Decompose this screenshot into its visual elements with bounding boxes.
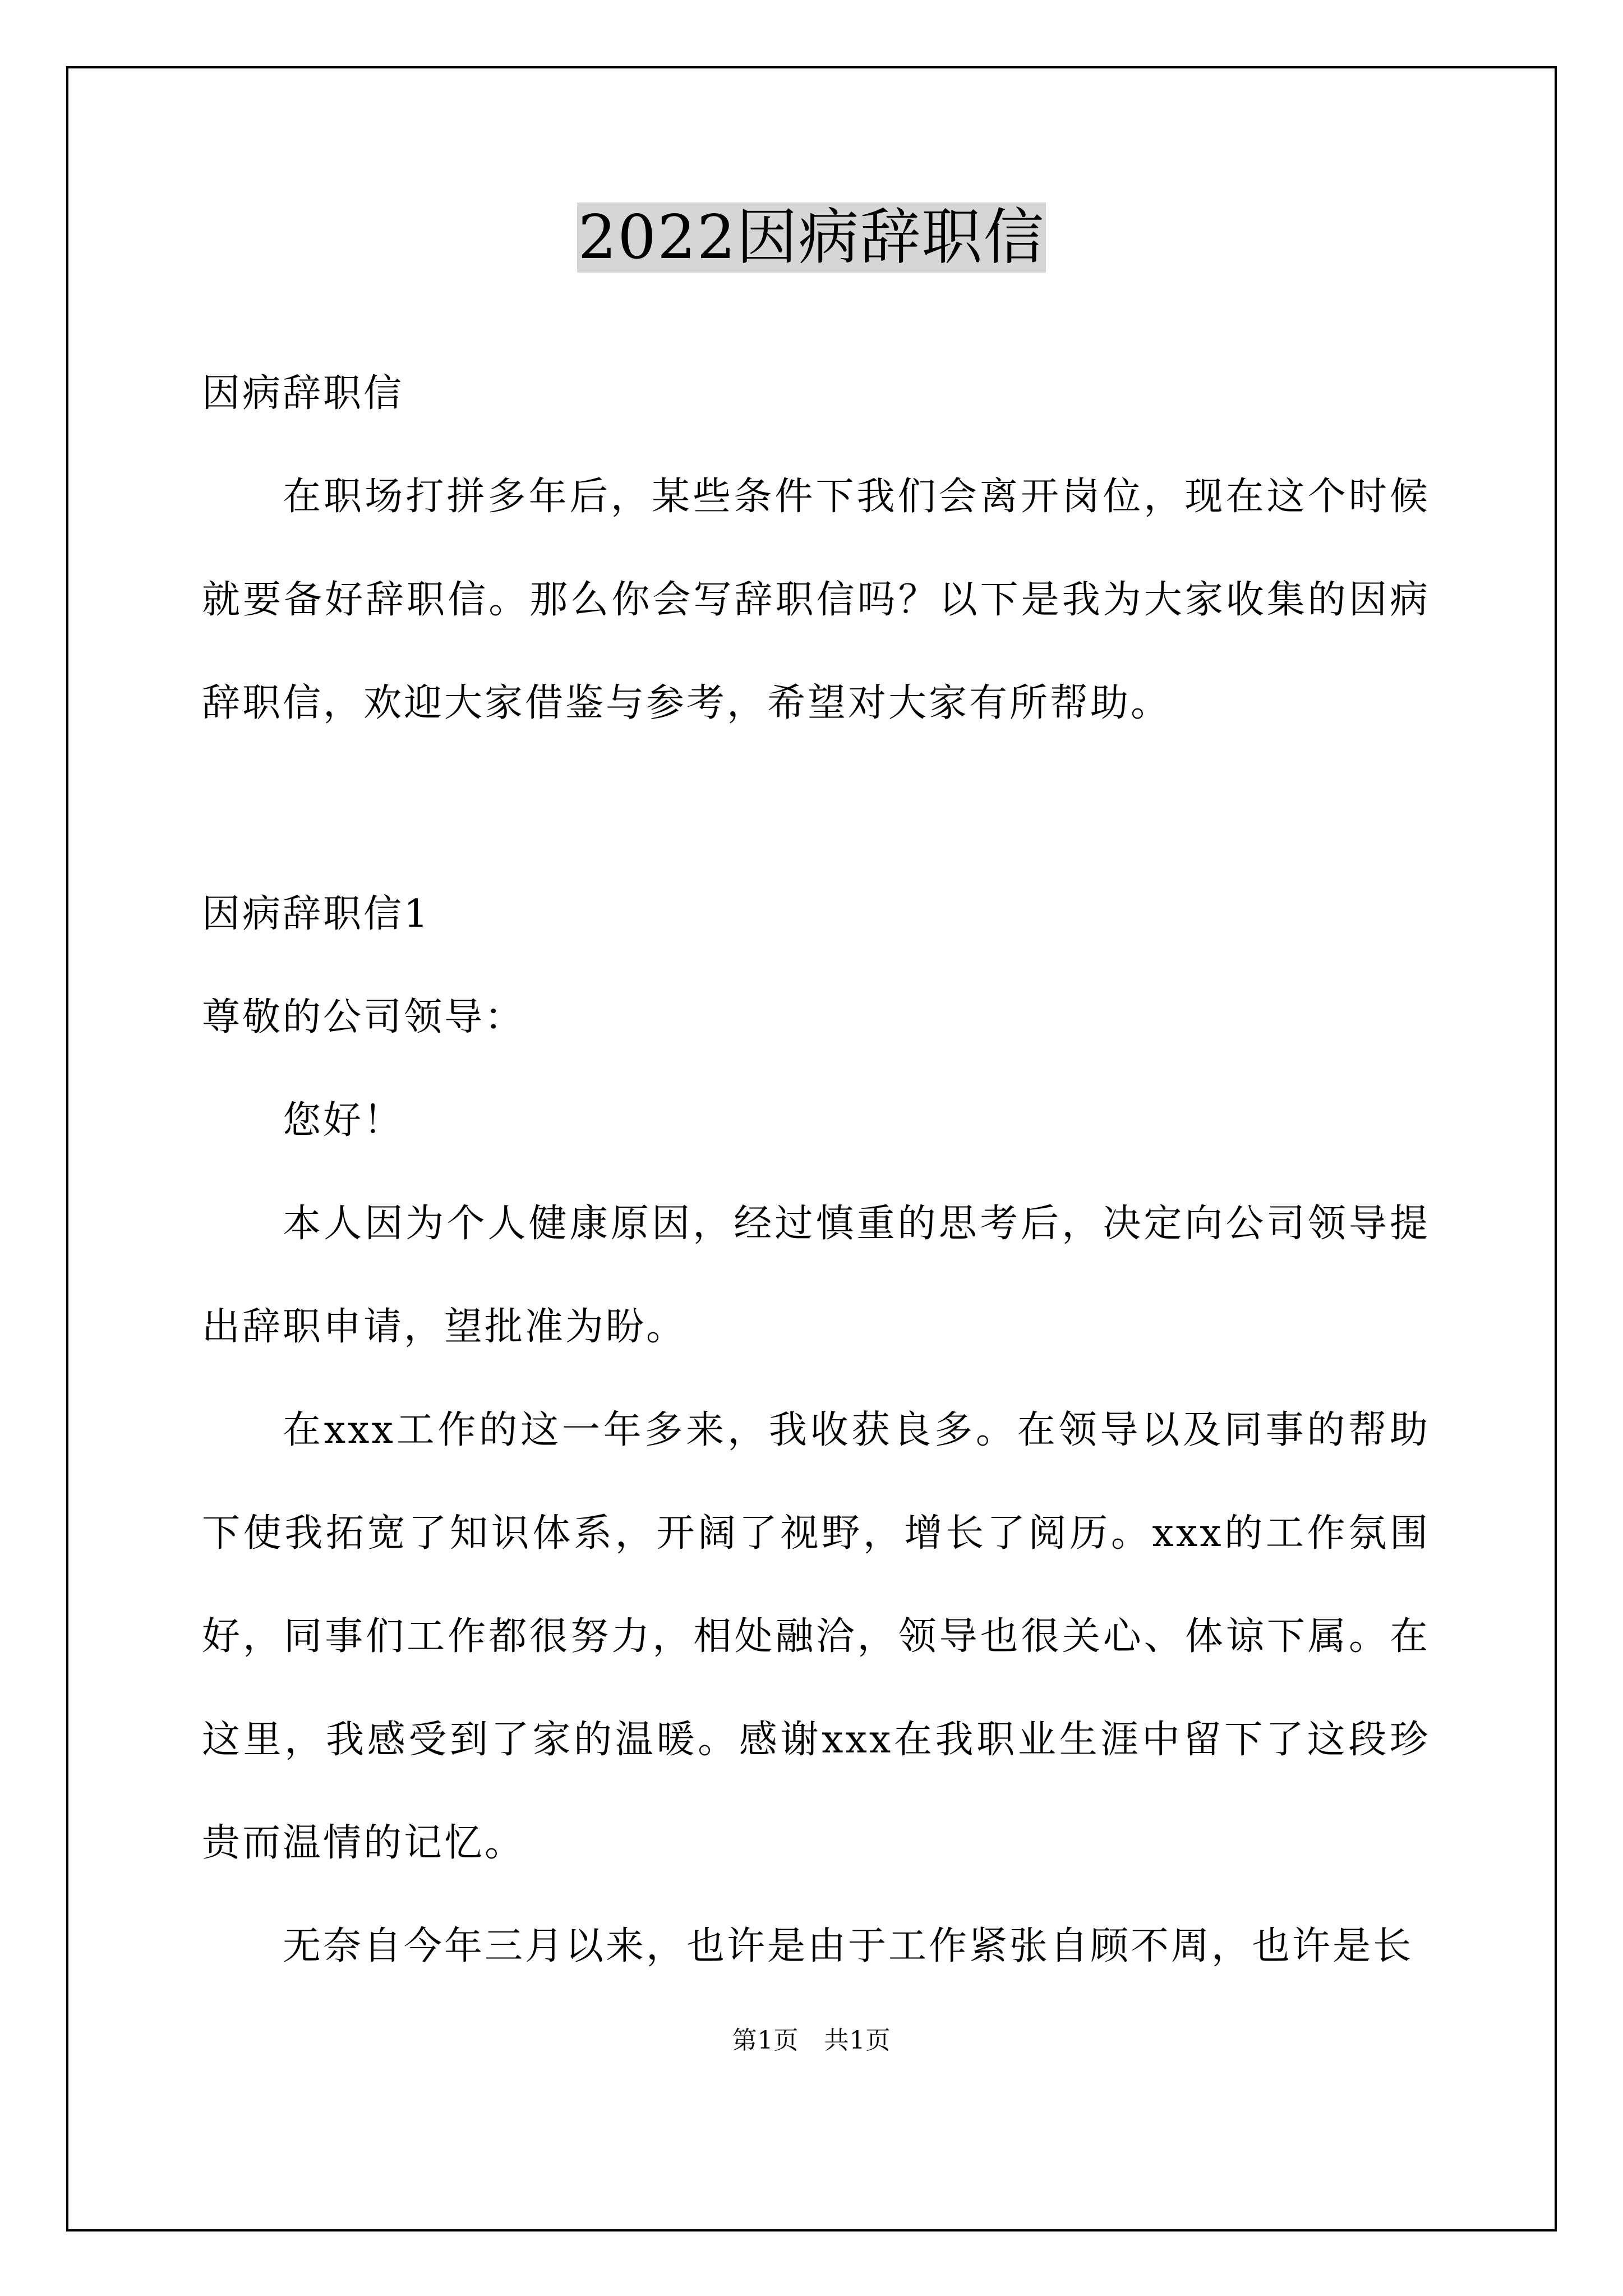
letter-paragraph: 本人因为个人健康原因，经过慎重的思考后，决定向公司领导提出辞职申请，望批准为盼。 — [202, 1202, 1430, 1349]
greeting: 您好！ — [283, 1098, 404, 1143]
letter-paragraph: 在xxx工作的这一年多来，我收获良多。在领导以及同事的帮助下使我拓宽了知识体系，开阔了视野，增长了阅历。xxx的工作氛围好，同事们工作都很努力，相处融洽，领导也很关心、体谅下属。在这里，我感受到了家的温暖。感谢xxx在我职业生涯中留下了这段珍贵而温情的记忆。 — [202, 1408, 1430, 1865]
page-footer — [0, 2024, 1623, 2058]
letter-paragraph: 无奈自今年三月以来，也许是由于工作紧张自顾不周，也许是长 — [283, 1924, 1414, 1968]
letter-body — [202, 863, 1430, 1998]
salutation: 尊敬的公司领导： — [202, 995, 525, 1039]
document-title — [0, 200, 1623, 276]
page-number: 第1页 共1页 — [732, 2026, 891, 2055]
title-text: 2022因病辞职信 — [578, 203, 1045, 273]
intro-paragraph: 在职场打拼多年后，某些条件下我们会离开岗位，现在这个时候就要备好辞职信。那么你会写辞职信吗？以下是我为大家收集的因病辞职信，欢迎大家借鉴与参考，希望对大家有所帮助。 — [202, 475, 1430, 725]
letter-heading: 因病辞职信1 — [202, 892, 431, 936]
document-body — [202, 342, 1430, 755]
section-heading: 因病辞职信 — [202, 371, 404, 416]
